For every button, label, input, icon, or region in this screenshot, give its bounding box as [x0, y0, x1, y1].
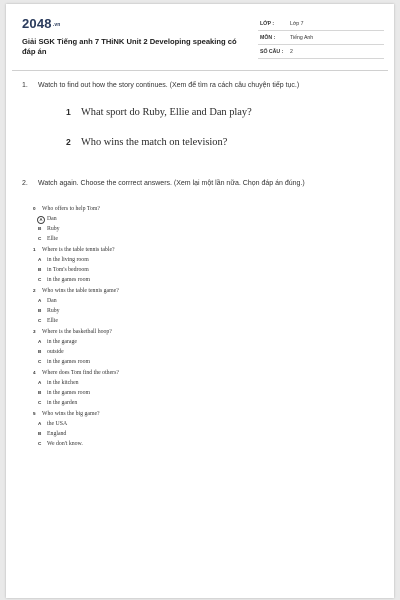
answer-text: in the kitchen	[47, 380, 79, 386]
meta-value: 2	[290, 49, 293, 55]
answer-text: in the games room	[47, 390, 90, 396]
exercise-question-text: Where does Tom find the others?	[42, 370, 119, 376]
meta-key: SỐ CÂU :	[260, 49, 284, 55]
answer-text: England	[47, 431, 67, 437]
answer-text: Ellie	[47, 236, 58, 242]
answer-text: Ellie	[47, 318, 58, 324]
answer-letter: A	[38, 380, 42, 385]
item-number: 1	[66, 107, 71, 117]
answer-letter: B	[38, 267, 42, 272]
question-text: Watch again. Choose the corrrect answers. (Xem lại một lần nữa. Chọn đáp án đúng.)	[38, 180, 305, 187]
question-text: Watch to find out how the story continues. (Xem để tìm ra cách câu chuyện tiếp tục.)	[38, 82, 300, 89]
meta-row-class	[258, 17, 384, 31]
document-page	[6, 4, 394, 598]
question-2	[22, 180, 305, 187]
exercise-question-number: 1	[33, 247, 36, 252]
answer-letter: B	[38, 226, 42, 231]
answer-letter-circled: A	[37, 216, 45, 224]
answer-text: in the games room	[47, 277, 90, 283]
answer-text: Ruby	[47, 308, 60, 314]
answer-letter: C	[38, 277, 42, 282]
answer-letter: A	[38, 339, 42, 344]
question-number: 1.	[22, 82, 28, 89]
answer-text: Dan	[47, 216, 57, 222]
exercise-question-text: Who wins the table tennis game?	[42, 288, 119, 294]
logo-suffix: .vn	[52, 21, 61, 28]
answer-letter: B	[38, 431, 42, 436]
exercise-question-number: 5	[33, 411, 36, 416]
item-text: What sport do Ruby, Ellie and Dan play?	[81, 107, 252, 118]
answer-letter: B	[38, 308, 42, 313]
exercise-question-text: Where is the basketball hoop?	[42, 329, 112, 335]
exercise-question-text: Where is the table tennis table?	[42, 247, 115, 253]
question-number: 2.	[22, 180, 28, 187]
answer-text: in Tom's bedroom	[47, 267, 89, 273]
answer-text: Ruby	[47, 226, 60, 232]
answer-text: in the games room	[47, 359, 90, 365]
answer-letter: C	[38, 400, 42, 405]
meta-key: LỚP :	[260, 21, 275, 27]
meta-row-subject	[258, 31, 384, 45]
answer-letter: C	[38, 236, 42, 241]
answer-letter: B	[38, 390, 42, 395]
meta-value: Tiếng Anh	[290, 35, 314, 41]
answer-text: Dan	[47, 298, 57, 304]
answer-letter: C	[38, 359, 42, 364]
answer-letter: C	[38, 318, 42, 323]
answer-text: outside	[47, 349, 64, 355]
exercise-question-text: Who wins the big game?	[42, 411, 100, 417]
meta-value: Lớp 7	[290, 21, 304, 27]
exercise-question-number: 2	[33, 288, 36, 293]
answer-text: in the living room	[47, 257, 89, 263]
item-number: 2	[66, 137, 71, 147]
meta-key: MÔN :	[260, 35, 276, 41]
document-title: Giải SGK Tiếng anh 7 THiNK Unit 2 Developing speaking có đáp án	[22, 37, 237, 56]
answer-text: in the garage	[47, 339, 77, 345]
exercise-question-number: 0	[33, 206, 36, 211]
answer-text: We don't know.	[47, 441, 83, 447]
answer-text: the USA	[47, 421, 68, 427]
answer-letter: C	[38, 441, 42, 446]
meta-row-count	[258, 45, 384, 59]
site-logo[interactable]	[22, 16, 61, 31]
answer-letter: A	[38, 421, 42, 426]
question-1	[22, 82, 299, 89]
item-text: Who wins the match on television?	[81, 137, 228, 148]
answer-text: in the garden	[47, 400, 78, 406]
answer-letter: B	[38, 349, 42, 354]
exercise-question-number: 3	[33, 329, 36, 334]
answer-letter: A	[38, 298, 42, 303]
answer-letter: A	[38, 257, 42, 262]
exercise-question-text: Who offers to help Tom?	[42, 206, 100, 212]
exercise-question-number: 4	[33, 370, 36, 375]
logo-text: 2048	[22, 16, 52, 31]
header-divider	[12, 70, 388, 71]
